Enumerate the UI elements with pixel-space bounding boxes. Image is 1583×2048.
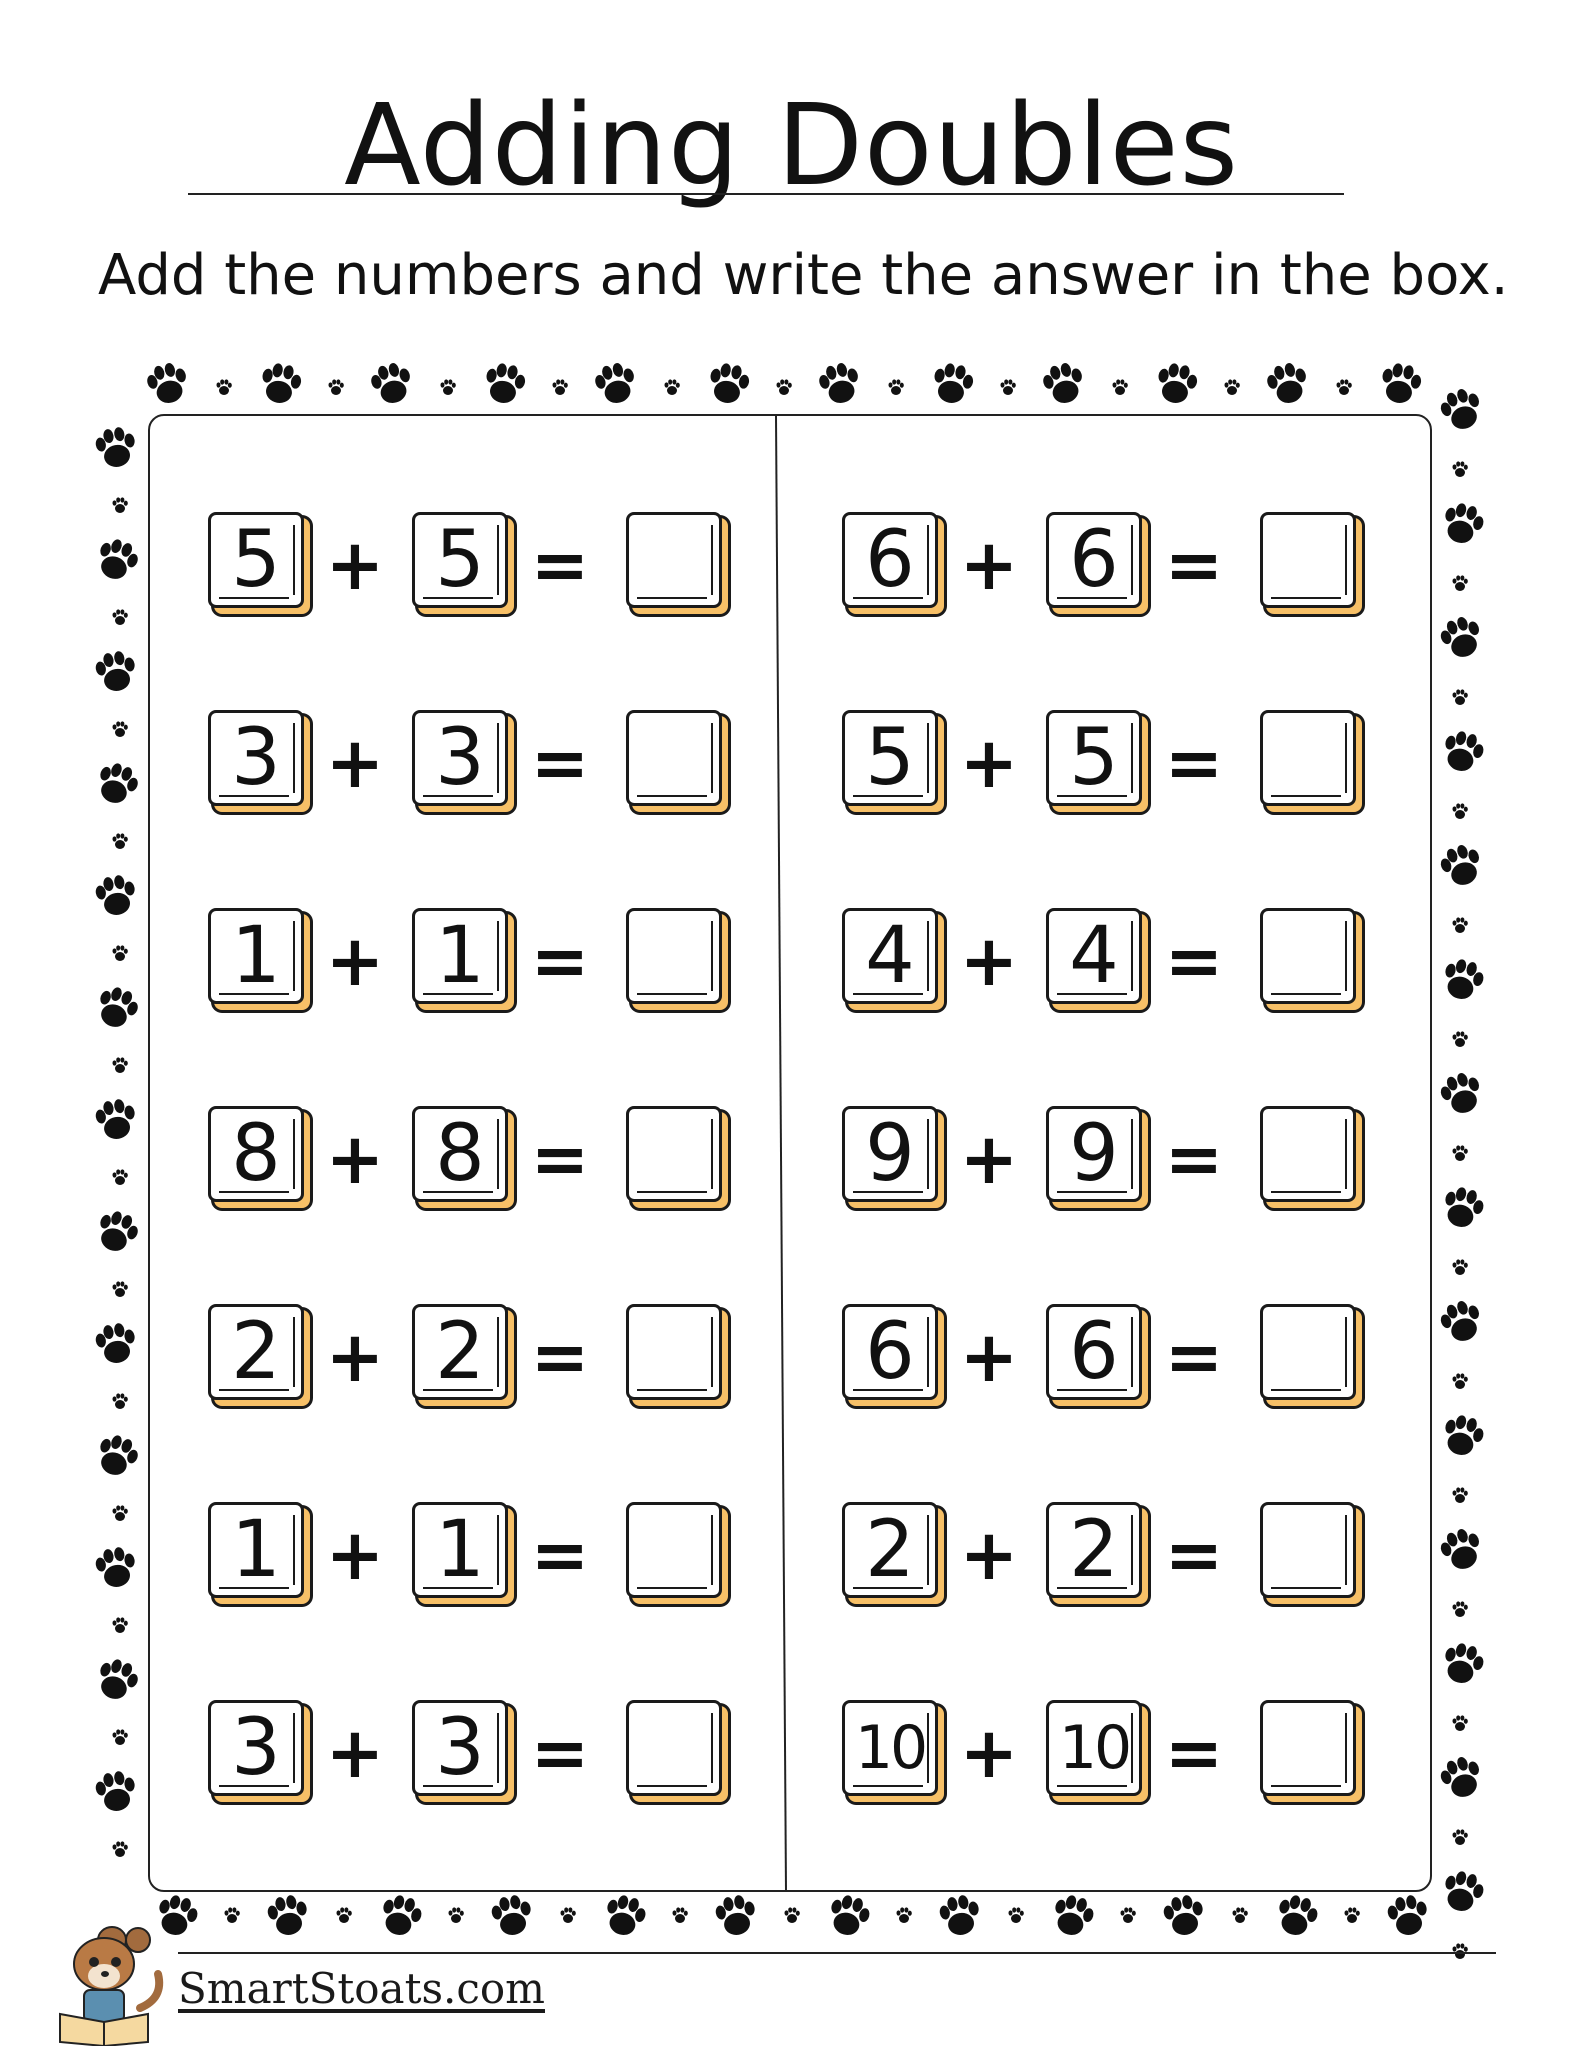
problem-row — [842, 1304, 1402, 1414]
answer-box[interactable] — [1260, 1700, 1356, 1796]
answer-box[interactable] — [626, 908, 722, 1004]
paw-print-icon — [777, 379, 792, 395]
equals-sign: = — [1164, 722, 1224, 804]
footer-rule — [178, 1952, 1496, 1954]
plus-sign: + — [325, 524, 385, 606]
problem-row — [842, 1502, 1402, 1612]
answer-box[interactable] — [626, 1304, 722, 1400]
answer-box[interactable] — [626, 1106, 722, 1202]
paw-print-icon — [1453, 803, 1468, 819]
plus-sign: + — [959, 1514, 1019, 1596]
problem-row — [842, 1106, 1402, 1216]
paw-print-icon — [93, 1769, 138, 1814]
problem-row — [208, 1502, 768, 1612]
answer-box[interactable] — [1260, 710, 1356, 806]
paw-print-icon — [337, 1907, 352, 1923]
paw-print-icon — [368, 360, 416, 408]
addend-card: 1 — [412, 1502, 508, 1598]
problem-row — [842, 710, 1402, 820]
paw-print-icon — [1233, 1907, 1248, 1923]
paw-print-icon — [489, 1893, 534, 1938]
paw-print-icon — [92, 983, 142, 1033]
plus-sign: + — [325, 920, 385, 1002]
equals-sign: = — [1164, 920, 1224, 1002]
plus-sign: + — [325, 1514, 385, 1596]
addend-card: 10 — [842, 1700, 938, 1796]
paw-print-icon — [1453, 1829, 1468, 1845]
addend-card: 6 — [1046, 512, 1142, 608]
paw-print-icon — [1439, 956, 1487, 1004]
plus-sign: + — [959, 524, 1019, 606]
paw-print-icon — [1453, 1145, 1468, 1161]
problem-row — [842, 908, 1402, 1018]
addend-card: 3 — [412, 710, 508, 806]
addend-card: 9 — [1046, 1106, 1142, 1202]
plus-sign: + — [325, 1118, 385, 1200]
site-link[interactable]: SmartStoats.com — [178, 1964, 545, 2013]
paw-print-icon — [561, 1907, 576, 1923]
paw-print-icon — [93, 1097, 138, 1142]
plus-sign: + — [959, 1316, 1019, 1398]
answer-box[interactable] — [1260, 908, 1356, 1004]
equals-sign: = — [530, 1514, 590, 1596]
paw-print-icon — [1049, 1892, 1097, 1940]
paw-print-icon — [825, 1892, 873, 1940]
paw-print-icon — [113, 1729, 128, 1745]
paw-print-icon — [113, 721, 128, 737]
addend-card: 5 — [208, 512, 304, 608]
addend-card: 8 — [412, 1106, 508, 1202]
answer-box[interactable] — [1260, 1304, 1356, 1400]
paw-print-icon — [553, 379, 568, 395]
paw-print-icon — [92, 1655, 142, 1705]
paw-print-icon — [1439, 500, 1487, 548]
problem-row — [208, 1106, 768, 1216]
paw-print-icon — [889, 379, 904, 395]
addend-card: 6 — [842, 512, 938, 608]
page-title: Adding Doubles — [344, 81, 1239, 211]
equals-sign: = — [530, 1316, 590, 1398]
paw-print-icon — [1121, 1907, 1136, 1923]
paw-print-icon — [113, 1841, 128, 1857]
paw-print-icon — [92, 759, 142, 809]
paw-print-icon — [1154, 361, 1199, 406]
paw-print-icon — [1453, 461, 1468, 477]
paw-print-icon — [1009, 1907, 1024, 1923]
answer-box[interactable] — [1260, 1502, 1356, 1598]
paw-print-icon — [441, 379, 456, 395]
answer-box[interactable] — [626, 1502, 722, 1598]
paw-print-icon — [1437, 612, 1487, 662]
equals-sign: = — [530, 1712, 590, 1794]
paw-print-icon — [713, 1893, 758, 1938]
paw-print-icon — [1439, 728, 1487, 776]
paw-print-icon — [113, 1057, 128, 1073]
paw-print-icon — [1439, 1868, 1487, 1916]
plus-sign: + — [325, 1712, 385, 1794]
paw-print-icon — [785, 1907, 800, 1923]
paw-print-icon — [1113, 379, 1128, 395]
paw-print-icon — [113, 1393, 128, 1409]
problem-row — [208, 1700, 768, 1810]
plus-sign: + — [959, 1118, 1019, 1200]
paw-print-icon — [449, 1907, 464, 1923]
paw-print-icon — [1264, 360, 1312, 408]
paw-print-icon — [592, 360, 640, 408]
answer-box[interactable] — [1260, 512, 1356, 608]
equals-sign: = — [530, 1118, 590, 1200]
paw-print-icon — [329, 379, 344, 395]
paw-print-icon — [1437, 1296, 1487, 1346]
problem-row — [208, 908, 768, 1018]
paw-print-icon — [937, 1893, 982, 1938]
paw-print-icon — [92, 1207, 142, 1257]
paw-print-icon — [93, 873, 138, 918]
problem-row — [208, 1304, 768, 1414]
addend-card: 4 — [1046, 908, 1142, 1004]
paw-print-icon — [113, 1281, 128, 1297]
paw-print-icon — [1439, 1640, 1487, 1688]
title-underline — [188, 193, 1344, 195]
addend-card: 2 — [842, 1502, 938, 1598]
answer-box[interactable] — [1260, 1106, 1356, 1202]
paw-print-icon — [1453, 689, 1468, 705]
answer-box[interactable] — [626, 710, 722, 806]
answer-box[interactable] — [626, 512, 722, 608]
paw-print-icon — [113, 945, 128, 961]
addend-card: 8 — [208, 1106, 304, 1202]
addend-card: 5 — [412, 512, 508, 608]
paw-print-icon — [1453, 1487, 1468, 1503]
equals-sign: = — [530, 722, 590, 804]
paw-print-icon — [1437, 384, 1487, 434]
instruction-text: Add the numbers and write the answer in the box. — [98, 243, 1509, 308]
paw-print-icon — [1161, 1893, 1206, 1938]
addend-card: 10 — [1046, 1700, 1142, 1796]
paw-print-icon — [1001, 379, 1016, 395]
stoat-mascot-icon — [40, 1918, 170, 2046]
paw-print-icon — [1040, 360, 1088, 408]
paw-print-icon — [1345, 1907, 1360, 1923]
paw-print-icon — [1453, 1715, 1468, 1731]
paw-print-icon — [1378, 361, 1423, 406]
plus-sign: + — [325, 1316, 385, 1398]
paw-print-icon — [92, 1431, 142, 1481]
addend-card: 4 — [842, 908, 938, 1004]
addend-card: 2 — [412, 1304, 508, 1400]
equals-sign: = — [1164, 1712, 1224, 1794]
paw-print-icon — [601, 1892, 649, 1940]
paw-print-icon — [1437, 1752, 1487, 1802]
problem-row — [208, 512, 768, 622]
equals-sign: = — [530, 524, 590, 606]
problem-row — [208, 710, 768, 820]
equals-sign: = — [1164, 524, 1224, 606]
paw-print-icon — [93, 425, 138, 470]
paw-print-icon — [1453, 917, 1468, 933]
paw-print-icon — [225, 1907, 240, 1923]
plus-sign: + — [325, 722, 385, 804]
paw-print-icon — [93, 1321, 138, 1366]
paw-print-icon — [113, 497, 128, 513]
paw-print-icon — [1453, 575, 1468, 591]
paw-print-icon — [1439, 1184, 1487, 1232]
addend-card: 3 — [208, 1700, 304, 1796]
addend-card: 6 — [842, 1304, 938, 1400]
paw-print-icon — [93, 649, 138, 694]
problem-row — [842, 1700, 1402, 1810]
paw-print-icon — [1225, 379, 1240, 395]
paw-print-icon — [113, 1505, 128, 1521]
paw-print-icon — [113, 1169, 128, 1185]
paw-print-icon — [1453, 1259, 1468, 1275]
paw-print-icon — [1385, 1893, 1430, 1938]
paw-print-icon — [144, 360, 192, 408]
equals-sign: = — [1164, 1514, 1224, 1596]
equals-sign: = — [1164, 1316, 1224, 1398]
plus-sign: + — [959, 1712, 1019, 1794]
paw-print-icon — [1453, 1373, 1468, 1389]
paw-print-icon — [482, 361, 527, 406]
addend-card: 5 — [842, 710, 938, 806]
addend-card: 6 — [1046, 1304, 1142, 1400]
paw-print-icon — [1337, 379, 1352, 395]
paw-print-icon — [258, 361, 303, 406]
paw-print-icon — [1439, 1412, 1487, 1460]
paw-print-icon — [665, 379, 680, 395]
paw-print-icon — [816, 360, 864, 408]
paw-print-icon — [92, 535, 142, 585]
addend-card: 2 — [208, 1304, 304, 1400]
paw-print-icon — [930, 361, 975, 406]
paw-print-icon — [1453, 1031, 1468, 1047]
paw-print-icon — [1437, 840, 1487, 890]
addend-card: 1 — [412, 908, 508, 1004]
plus-sign: + — [959, 920, 1019, 1002]
paw-print-icon — [1437, 1068, 1487, 1118]
paw-print-icon — [93, 1545, 138, 1590]
equals-sign: = — [530, 920, 590, 1002]
paw-print-icon — [265, 1893, 310, 1938]
paw-print-icon — [113, 1617, 128, 1633]
addend-card: 1 — [208, 1502, 304, 1598]
addend-card: 3 — [208, 710, 304, 806]
paw-print-icon — [377, 1892, 425, 1940]
paw-print-icon — [897, 1907, 912, 1923]
addend-card: 1 — [208, 908, 304, 1004]
answer-box[interactable] — [626, 1700, 722, 1796]
addend-card: 9 — [842, 1106, 938, 1202]
paw-print-icon — [113, 609, 128, 625]
problem-row — [842, 512, 1402, 622]
paw-print-icon — [217, 379, 232, 395]
paw-print-icon — [1437, 1524, 1487, 1574]
paw-print-icon — [113, 833, 128, 849]
addend-card: 2 — [1046, 1502, 1142, 1598]
addend-card: 5 — [1046, 710, 1142, 806]
paw-print-icon — [1453, 1601, 1468, 1617]
plus-sign: + — [959, 722, 1019, 804]
paw-print-icon — [1273, 1892, 1321, 1940]
paw-print-icon — [673, 1907, 688, 1923]
equals-sign: = — [1164, 1118, 1224, 1200]
paw-print-icon — [706, 361, 751, 406]
addend-card: 3 — [412, 1700, 508, 1796]
